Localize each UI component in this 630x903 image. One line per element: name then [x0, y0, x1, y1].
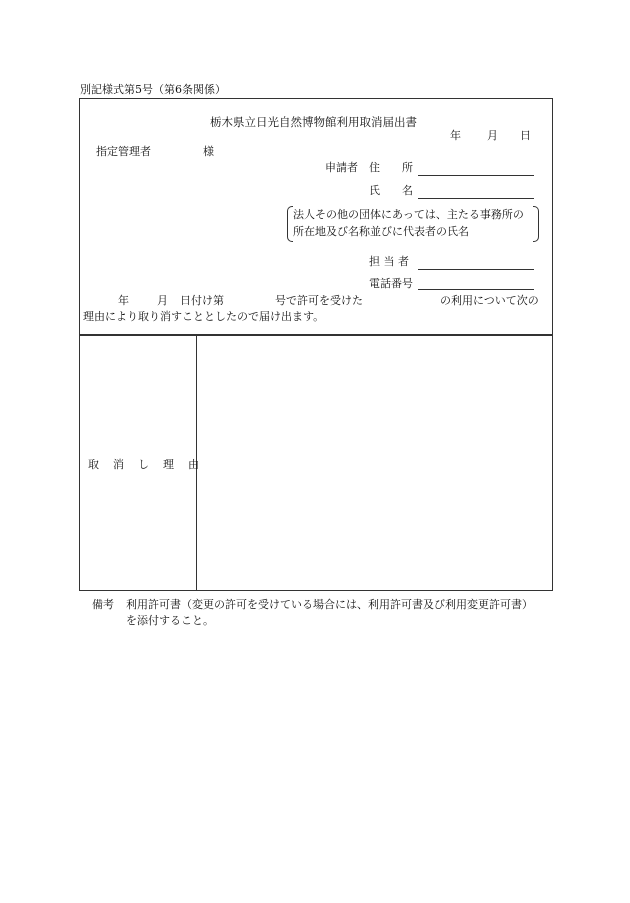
form-title: 栃木県立日光自然博物館利用取消届出書: [210, 115, 417, 129]
body-line2: 理由により取り消すこととしたので届け出ます。: [83, 310, 325, 323]
address-field[interactable]: [418, 175, 534, 176]
body-number-part: 号で許可を受けた: [275, 294, 363, 307]
contact-label: 担 当 者: [369, 255, 409, 268]
addressee-label: 指定管理者: [96, 145, 151, 158]
body-month: 月: [157, 294, 168, 307]
date-year: 年: [450, 129, 461, 142]
applicant-label: 申請者: [325, 161, 358, 174]
form-number: 別記様式第5号（第6条関係）: [80, 83, 226, 96]
right-bracket: [533, 206, 539, 242]
remarks-line2: を添付すること。: [126, 614, 214, 627]
corp-note-line1: 法人その他の団体にあっては、主たる事務所の: [293, 208, 524, 221]
body-date-part: 日付け第: [180, 294, 224, 307]
contact-field[interactable]: [418, 269, 534, 270]
addressee-suffix: 様: [203, 145, 214, 158]
remarks-line1: 利用許可書（変更の許可を受けている場合には、利用許可書及び利用変更許可書）: [126, 598, 533, 611]
name-field[interactable]: [418, 198, 534, 199]
date-day: 日: [520, 129, 531, 142]
name-label: 氏 名: [369, 184, 413, 197]
reason-label: 取消し理由: [88, 458, 213, 471]
body-usage-part: の利用について次の: [440, 294, 539, 307]
address-label: 住 所: [369, 161, 413, 174]
phone-label: 電話番号: [369, 277, 413, 290]
phone-field[interactable]: [418, 289, 534, 290]
reason-input-area[interactable]: [198, 336, 550, 588]
date-month: 月: [487, 129, 498, 142]
corp-note-line2: 所在地及び名称並びに代表者の氏名: [293, 225, 469, 238]
remarks-label: 備考: [92, 598, 114, 611]
body-year: 年: [118, 294, 129, 307]
